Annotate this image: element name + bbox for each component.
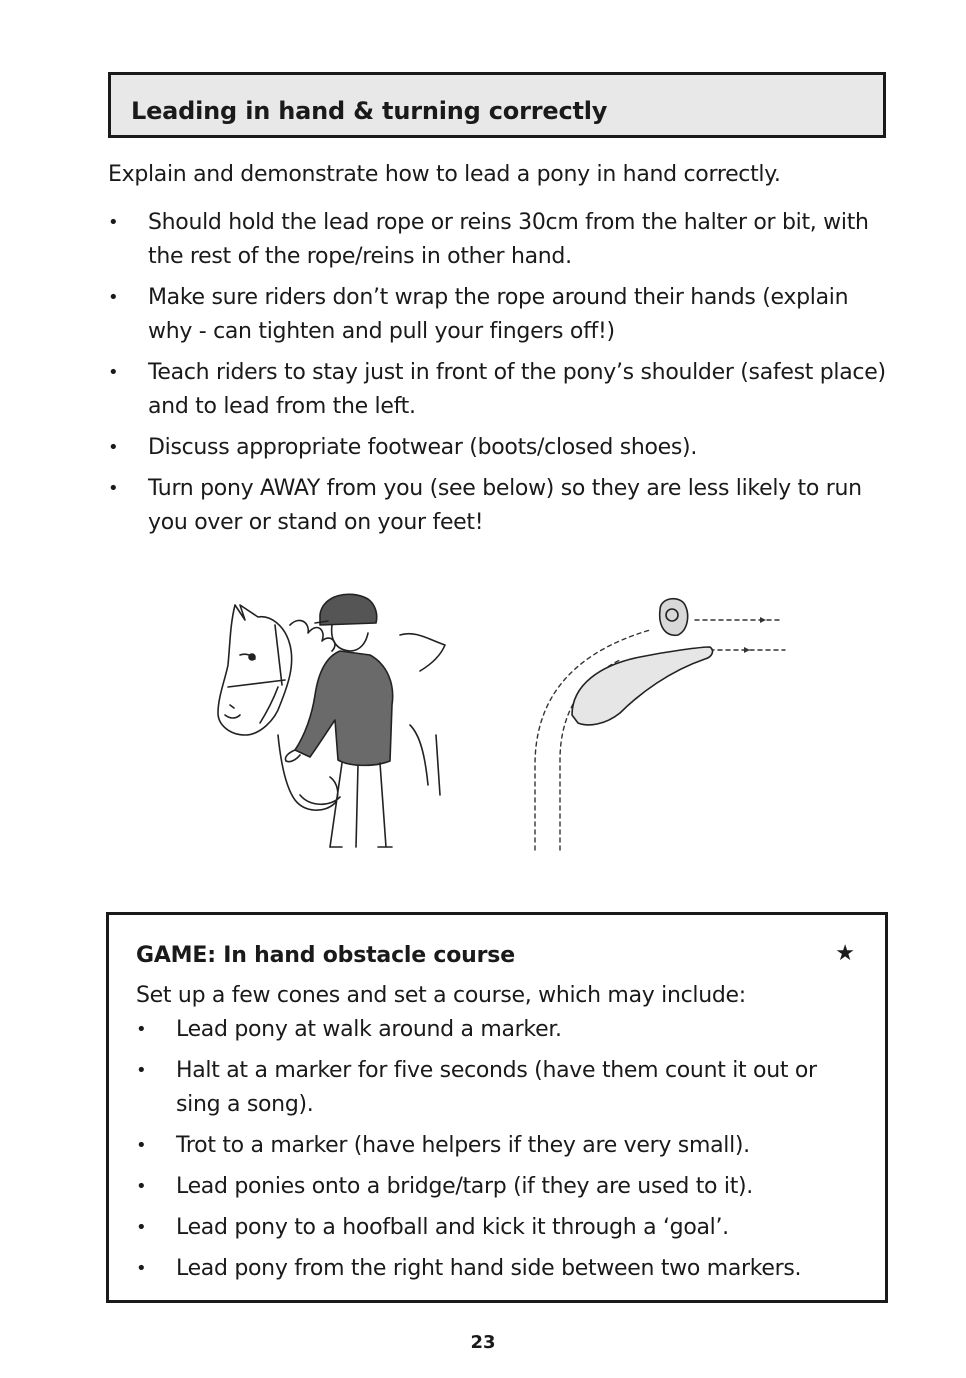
- game-bullet-list: [136, 1013, 866, 1293]
- list-item: • Trot to a marker (have helpers if they are very small).: [136, 1129, 866, 1163]
- page-number: 23: [470, 1332, 496, 1353]
- section-heading: Leading in hand & turning correctly: [131, 97, 608, 125]
- list-item: • Lead pony at walk around a marker.: [136, 1013, 866, 1047]
- list-item: • Lead pony to a hoofball and kick it through a ‘goal’.: [136, 1211, 866, 1245]
- list-item: • Halt at a marker for five seconds (have them count it out or sing a song).: [136, 1054, 866, 1122]
- list-item: • Turn pony AWAY from you (see below) so they are less likely to run you over or stand on your feet!: [108, 472, 898, 540]
- list-item: • Discuss appropriate footwear (boots/closed shoes).: [108, 431, 898, 465]
- leading-illustration: [200, 585, 800, 860]
- list-item: • Lead ponies onto a bridge/tarp (if they are used to it).: [136, 1170, 866, 1204]
- list-item: • Teach riders to stay just in front of the pony’s shoulder (safest place) and to lead from the left.: [108, 356, 898, 424]
- intro-text: Explain and demonstrate how to lead a pony in hand correctly.: [108, 162, 781, 187]
- leading-bullet-list: [108, 206, 898, 547]
- game-intro-text: Set up a few cones and set a course, which may include:: [136, 983, 746, 1008]
- list-item: • Lead pony from the right hand side between two markers.: [136, 1252, 866, 1286]
- star-icon: ★: [835, 941, 855, 966]
- list-item: • Make sure riders don’t wrap the rope around their hands (explain why - can tighten and pull your fingers off!): [108, 281, 898, 349]
- game-box: [106, 912, 888, 1303]
- list-item: • Should hold the lead rope or reins 30cm from the halter or bit, with the rest of the rope/reins in other hand.: [108, 206, 898, 274]
- section-heading-box: [108, 72, 886, 138]
- pony-and-rider-drawing: [200, 585, 800, 860]
- game-title: GAME: In hand obstacle course: [136, 943, 515, 968]
